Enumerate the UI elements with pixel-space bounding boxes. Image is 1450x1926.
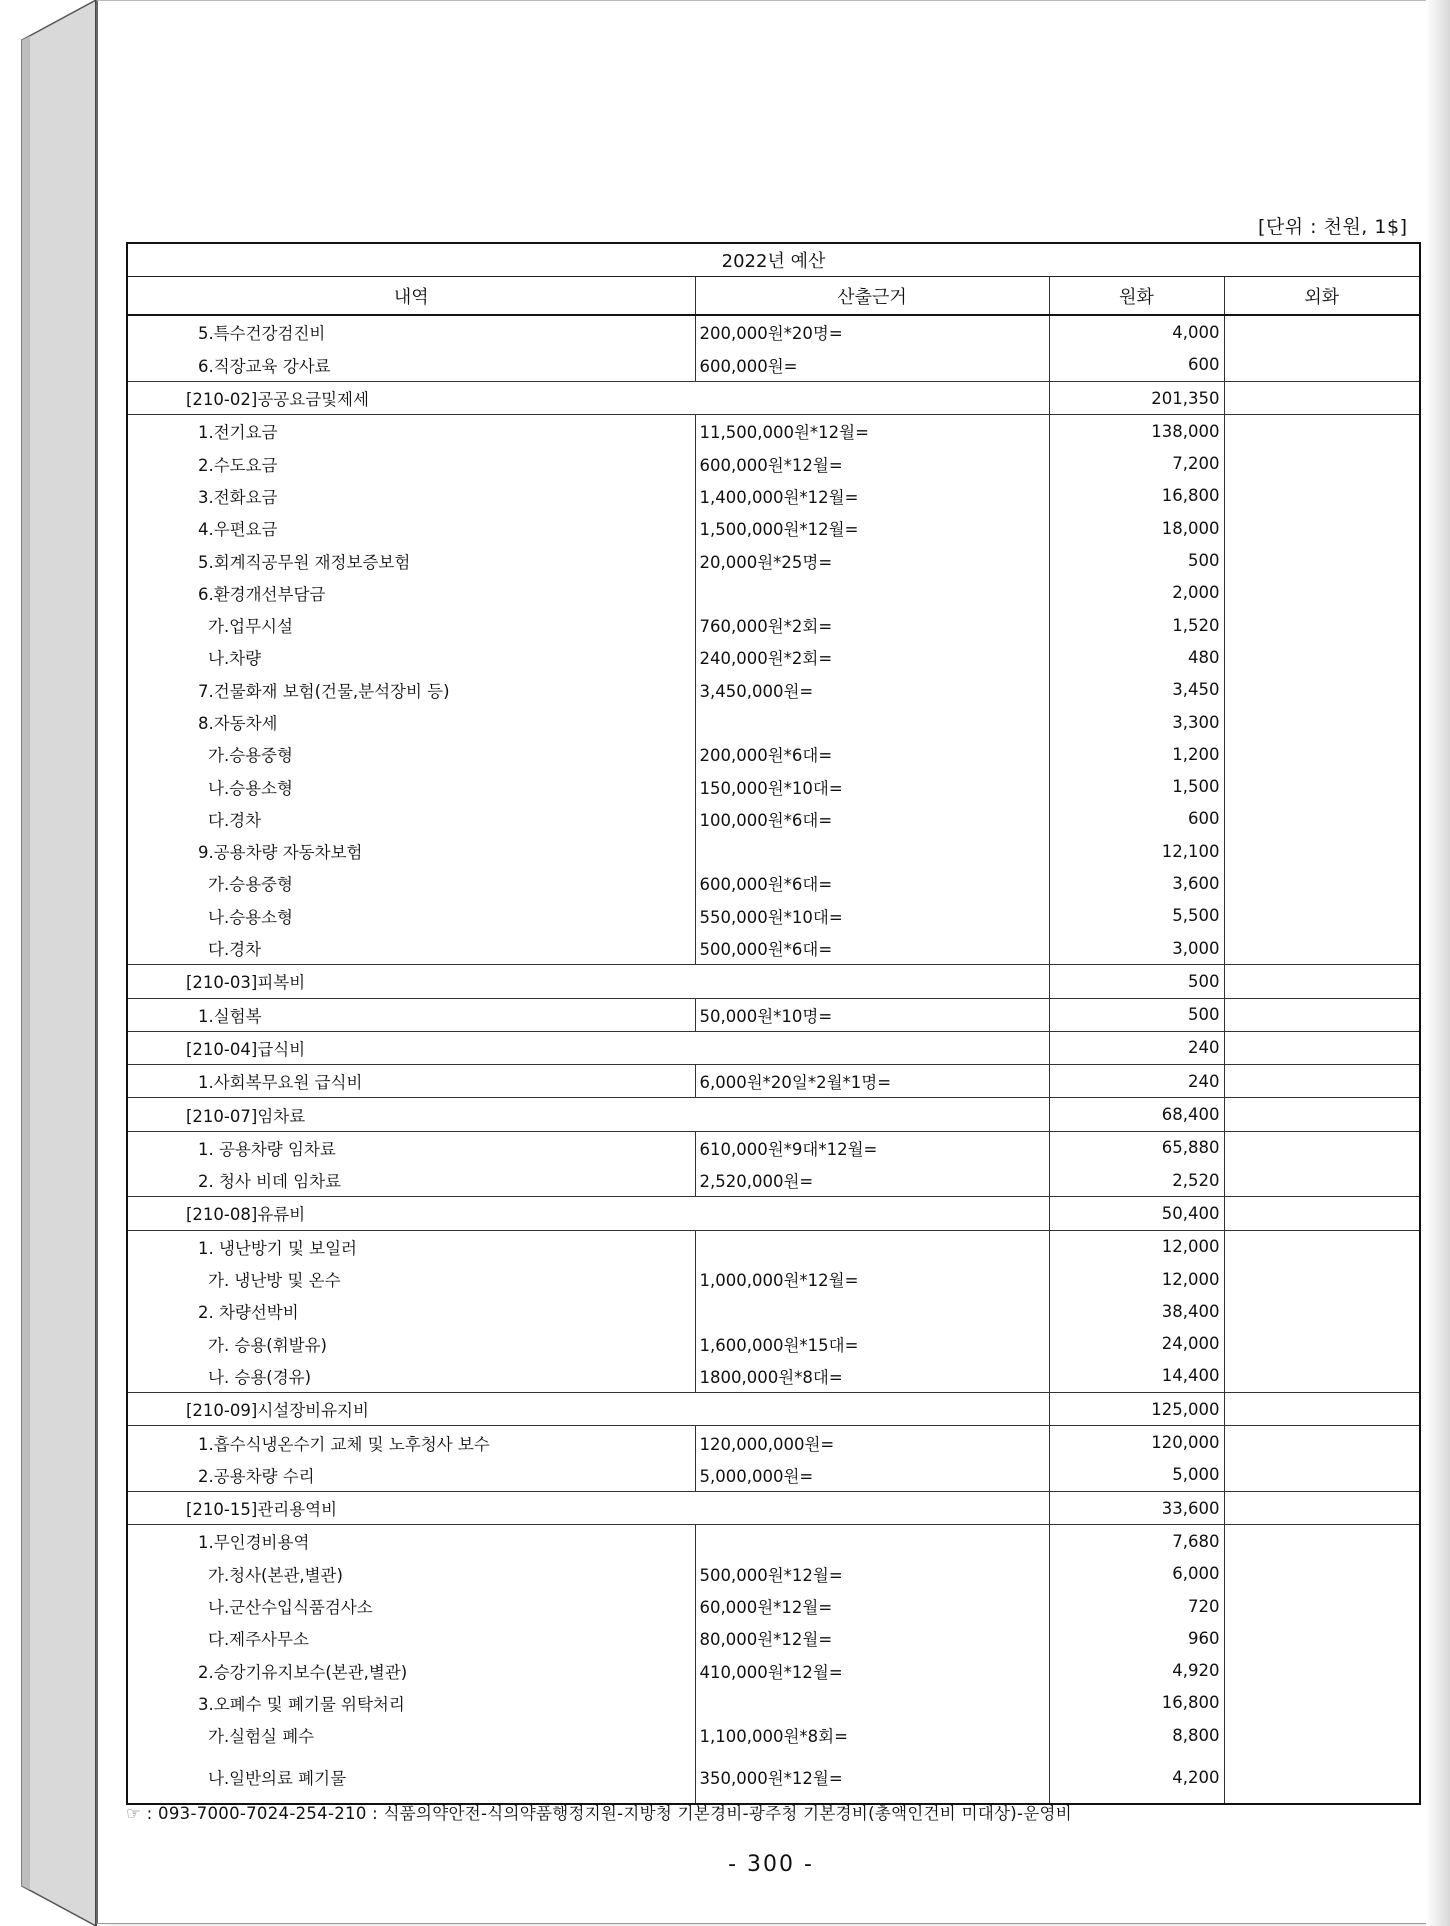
basis-cell: 200,000원*20명=: [695, 315, 1049, 348]
foreign-amount-cell: [1224, 1295, 1420, 1327]
basis-cell: [695, 1197, 1049, 1230]
item-label-cell: 1.실험복: [127, 998, 695, 1031]
basis-cell: [695, 965, 1049, 998]
foreign-amount-cell: [1224, 315, 1420, 348]
item-label-cell: [210-08]유류비: [127, 1197, 695, 1230]
table-row: [127, 1622, 1420, 1654]
krw-amount-cell: 500: [1049, 998, 1224, 1031]
foreign-amount-cell: [1224, 1687, 1420, 1719]
foreign-amount-cell: [1224, 1328, 1420, 1360]
item-label-cell: 7.건물화재 보험(건물,분석장비 등): [127, 674, 695, 706]
krw-amount-cell: 2,520: [1049, 1164, 1224, 1197]
krw-amount-cell: 7,200: [1049, 447, 1224, 479]
table-row: [127, 1590, 1420, 1622]
krw-amount-cell: 6,000: [1049, 1558, 1224, 1590]
basis-cell: 120,000,000원=: [695, 1426, 1049, 1459]
table-row: [127, 1263, 1420, 1295]
item-label-cell: 1. 공용차량 임차료: [127, 1131, 695, 1164]
foreign-amount-cell: [1224, 1065, 1420, 1098]
table-row: [127, 674, 1420, 706]
foreign-amount-cell: [1224, 1654, 1420, 1686]
category-row: [127, 1098, 1420, 1131]
basis-cell: 60,000원*12월=: [695, 1590, 1049, 1622]
basis-cell: 240,000원*2회=: [695, 641, 1049, 673]
table-row: [127, 609, 1420, 641]
item-label-cell: [210-03]피복비: [127, 965, 695, 998]
item-label-cell: 다.경차: [127, 803, 695, 835]
category-row: [127, 1491, 1420, 1524]
table-row: [127, 1328, 1420, 1360]
table-row: [127, 1131, 1420, 1164]
krw-amount-cell: 12,000: [1049, 1230, 1224, 1263]
basis-cell: 1800,000원*8대=: [695, 1360, 1049, 1393]
item-label-cell: 3.전화요금: [127, 480, 695, 512]
basis-cell: [695, 577, 1049, 609]
krw-amount-cell: 480: [1049, 641, 1224, 673]
basis-cell: [695, 706, 1049, 738]
table-row: [127, 1687, 1420, 1719]
basis-cell: 1,600,000원*15대=: [695, 1328, 1049, 1360]
basis-cell: [695, 1031, 1049, 1064]
krw-amount-cell: 720: [1049, 1590, 1224, 1622]
krw-amount-cell: 4,200: [1049, 1751, 1224, 1804]
krw-amount-cell: 65,880: [1049, 1131, 1224, 1164]
footnote: [126, 1800, 1072, 1824]
basis-cell: 80,000원*12월=: [695, 1622, 1049, 1654]
krw-amount-cell: 14,400: [1049, 1360, 1224, 1393]
column-header-krw: 원화: [1049, 277, 1224, 316]
item-label-cell: 1.무인경비용역: [127, 1525, 695, 1558]
basis-cell: [695, 835, 1049, 867]
item-label-cell: 4.우편요금: [127, 512, 695, 544]
table-row: [127, 415, 1420, 448]
basis-cell: 1,400,000원*12월=: [695, 480, 1049, 512]
foreign-amount-cell: [1224, 674, 1420, 706]
foreign-amount-cell: [1224, 1393, 1420, 1426]
krw-amount-cell: 24,000: [1049, 1328, 1224, 1360]
page-number: - 300 -: [728, 1852, 814, 1877]
basis-cell: 200,000원*6대=: [695, 738, 1049, 770]
item-label-cell: 나.승용소형: [127, 770, 695, 802]
table-row: [127, 1654, 1420, 1686]
pointing-hand-icon: ☞: [126, 1804, 142, 1823]
basis-cell: 3,450,000원=: [695, 674, 1049, 706]
basis-cell: [695, 1687, 1049, 1719]
item-label-cell: [210-07]임차료: [127, 1098, 695, 1131]
krw-amount-cell: 3,450: [1049, 674, 1224, 706]
basis-cell: [695, 1230, 1049, 1263]
item-label-cell: 2.수도요금: [127, 447, 695, 479]
basis-cell: 11,500,000원*12월=: [695, 415, 1049, 448]
item-label-cell: 5.회계직공무원 재정보증보험: [127, 544, 695, 576]
krw-amount-cell: 201,350: [1049, 381, 1224, 414]
krw-amount-cell: 600: [1049, 349, 1224, 382]
item-label-cell: 1.전기요금: [127, 415, 695, 448]
krw-amount-cell: 4,000: [1049, 315, 1224, 348]
table-row: [127, 349, 1420, 382]
item-label-cell: 2. 청사 비데 임차료: [127, 1164, 695, 1197]
table-row: [127, 1360, 1420, 1393]
table-row: [127, 1558, 1420, 1590]
foreign-amount-cell: [1224, 447, 1420, 479]
foreign-amount-cell: [1224, 1360, 1420, 1393]
basis-cell: 150,000원*10대=: [695, 770, 1049, 802]
krw-amount-cell: 5,500: [1049, 900, 1224, 932]
item-label-cell: 가.청사(본관,별관): [127, 1558, 695, 1590]
foreign-amount-cell: [1224, 1197, 1420, 1230]
table-row: [127, 1525, 1420, 1558]
krw-amount-cell: 12,000: [1049, 1263, 1224, 1295]
foreign-amount-cell: [1224, 1558, 1420, 1590]
krw-amount-cell: 8,800: [1049, 1719, 1224, 1751]
table-row: [127, 738, 1420, 770]
basis-cell: [695, 1098, 1049, 1131]
krw-amount-cell: 5,000: [1049, 1459, 1224, 1492]
table-row: [127, 1295, 1420, 1327]
foreign-amount-cell: [1224, 965, 1420, 998]
foreign-amount-cell: [1224, 544, 1420, 576]
basis-cell: [695, 1393, 1049, 1426]
foreign-amount-cell: [1224, 1590, 1420, 1622]
krw-amount-cell: 500: [1049, 544, 1224, 576]
category-row: [127, 1031, 1420, 1064]
foreign-amount-cell: [1224, 1525, 1420, 1558]
table-row: [127, 577, 1420, 609]
krw-amount-cell: 1,520: [1049, 609, 1224, 641]
unit-label: [단위 : 천원, 1$]: [1258, 216, 1408, 238]
page-edge-shadow: [1426, 0, 1450, 1926]
foreign-amount-cell: [1224, 932, 1420, 965]
basis-cell: 5,000,000원=: [695, 1459, 1049, 1492]
basis-cell: 50,000원*10명=: [695, 998, 1049, 1031]
krw-amount-cell: 125,000: [1049, 1393, 1224, 1426]
krw-amount-cell: 240: [1049, 1065, 1224, 1098]
item-label-cell: 가.승용중형: [127, 738, 695, 770]
category-row: [127, 1393, 1420, 1426]
table-row: [127, 544, 1420, 576]
basis-cell: 6,000원*20일*2월*1명=: [695, 1065, 1049, 1098]
table-row: [127, 770, 1420, 802]
foreign-amount-cell: [1224, 1751, 1420, 1804]
item-label-cell: 2.공용차량 수리: [127, 1459, 695, 1492]
table-row: [127, 641, 1420, 673]
krw-amount-cell: 500: [1049, 965, 1224, 998]
krw-amount-cell: 18,000: [1049, 512, 1224, 544]
foreign-amount-cell: [1224, 1426, 1420, 1459]
item-label-cell: 나.승용소형: [127, 900, 695, 932]
table-row: [127, 447, 1420, 479]
basis-cell: [695, 1525, 1049, 1558]
table-row: [127, 480, 1420, 512]
krw-amount-cell: 1,200: [1049, 738, 1224, 770]
krw-amount-cell: 7,680: [1049, 1525, 1224, 1558]
krw-amount-cell: 3,000: [1049, 932, 1224, 965]
basis-cell: 760,000원*2회=: [695, 609, 1049, 641]
table-row: [127, 1751, 1420, 1804]
item-label-cell: 6.환경개선부담금: [127, 577, 695, 609]
foreign-amount-cell: [1224, 998, 1420, 1031]
item-label-cell: 다.경차: [127, 932, 695, 965]
table-row: [127, 1426, 1420, 1459]
basis-cell: 20,000원*25명=: [695, 544, 1049, 576]
basis-cell: 600,000원*6대=: [695, 867, 1049, 899]
foreign-amount-cell: [1224, 1263, 1420, 1295]
krw-amount-cell: 240: [1049, 1031, 1224, 1064]
krw-amount-cell: 12,100: [1049, 835, 1224, 867]
basis-cell: [695, 1491, 1049, 1524]
item-label-cell: 나.군산수입식품검사소: [127, 1590, 695, 1622]
table-row: [127, 1230, 1420, 1263]
item-label-cell: 1. 냉난방기 및 보일러: [127, 1230, 695, 1263]
basis-cell: 1,000,000원*12월=: [695, 1263, 1049, 1295]
foreign-amount-cell: [1224, 1719, 1420, 1751]
foreign-amount-cell: [1224, 770, 1420, 802]
table-row: [127, 1065, 1420, 1098]
krw-amount-cell: 1,500: [1049, 770, 1224, 802]
item-label-cell: 가. 승용(휘발유): [127, 1328, 695, 1360]
foreign-amount-cell: [1224, 512, 1420, 544]
krw-amount-cell: 3,300: [1049, 706, 1224, 738]
item-label-cell: [210-15]관리용역비: [127, 1491, 695, 1524]
krw-amount-cell: 2,000: [1049, 577, 1224, 609]
category-row: [127, 1197, 1420, 1230]
foreign-amount-cell: [1224, 1031, 1420, 1064]
category-row: [127, 381, 1420, 414]
foreign-amount-cell: [1224, 1098, 1420, 1131]
krw-amount-cell: 16,800: [1049, 1687, 1224, 1719]
item-label-cell: 2.승강기유지보수(본관,별관): [127, 1654, 695, 1686]
foreign-amount-cell: [1224, 1230, 1420, 1263]
item-label-cell: 다.제주사무소: [127, 1622, 695, 1654]
krw-amount-cell: 138,000: [1049, 415, 1224, 448]
foreign-amount-cell: [1224, 381, 1420, 414]
foreign-amount-cell: [1224, 1491, 1420, 1524]
item-label-cell: 1.사회복무요원 급식비: [127, 1065, 695, 1098]
basis-cell: [695, 381, 1049, 414]
basis-cell: 410,000원*12월=: [695, 1654, 1049, 1686]
item-label-cell: 2. 차량선박비: [127, 1295, 695, 1327]
table-row: [127, 998, 1420, 1031]
item-label-cell: 나.일반의료 폐기물: [127, 1751, 695, 1804]
table-row: [127, 867, 1420, 899]
budget-table-body: [127, 315, 1420, 1804]
column-header-foreign: 외화: [1224, 277, 1420, 316]
foreign-amount-cell: [1224, 900, 1420, 932]
krw-amount-cell: 50,400: [1049, 1197, 1224, 1230]
item-label-cell: 5.특수건강검진비: [127, 315, 695, 348]
krw-amount-cell: 3,600: [1049, 867, 1224, 899]
basis-cell: 1,500,000원*12월=: [695, 512, 1049, 544]
foreign-amount-cell: [1224, 480, 1420, 512]
item-label-cell: [210-04]급식비: [127, 1031, 695, 1064]
year-header: 2022년 예산: [127, 243, 1420, 277]
foreign-amount-cell: [1224, 1459, 1420, 1492]
foreign-amount-cell: [1224, 577, 1420, 609]
table-row: [127, 803, 1420, 835]
krw-amount-cell: 38,400: [1049, 1295, 1224, 1327]
table-row: [127, 932, 1420, 965]
item-label-cell: 1.흡수식냉온수기 교체 및 노후청사 보수: [127, 1426, 695, 1459]
basis-cell: 600,000원*12월=: [695, 447, 1049, 479]
foreign-amount-cell: [1224, 415, 1420, 448]
foreign-amount-cell: [1224, 803, 1420, 835]
basis-cell: 100,000원*6대=: [695, 803, 1049, 835]
basis-cell: 500,000원*6대=: [695, 932, 1049, 965]
item-label-cell: 나. 승용(경유): [127, 1360, 695, 1393]
footnote-text: : 093-7000-7024-254-210 : 식품의약안전-식의약품행정지원-지방청 기본경비-광주청 기본경비(총액인건비 미대상)-운영비: [146, 1804, 1073, 1823]
item-label-cell: 나.차량: [127, 641, 695, 673]
table-row: [127, 900, 1420, 932]
basis-cell: 1,100,000원*8회=: [695, 1719, 1049, 1751]
krw-amount-cell: 600: [1049, 803, 1224, 835]
basis-cell: 350,000원*12월=: [695, 1751, 1049, 1804]
budget-table: [126, 242, 1421, 1805]
item-label-cell: [210-09]시설장비유지비: [127, 1393, 695, 1426]
foreign-amount-cell: [1224, 349, 1420, 382]
category-row: [127, 965, 1420, 998]
table-row: [127, 1719, 1420, 1751]
table-row: [127, 1459, 1420, 1492]
krw-amount-cell: 120,000: [1049, 1426, 1224, 1459]
foreign-amount-cell: [1224, 867, 1420, 899]
binder-spine: [0, 0, 98, 1926]
basis-cell: 550,000원*10대=: [695, 900, 1049, 932]
item-label-cell: 8.자동차세: [127, 706, 695, 738]
item-label-cell: 가.승용중형: [127, 867, 695, 899]
krw-amount-cell: 960: [1049, 1622, 1224, 1654]
krw-amount-cell: 33,600: [1049, 1491, 1224, 1524]
table-row: [127, 315, 1420, 348]
foreign-amount-cell: [1224, 609, 1420, 641]
item-label-cell: 3.오폐수 및 폐기물 위탁처리: [127, 1687, 695, 1719]
table-row: [127, 835, 1420, 867]
item-label-cell: 가.업무시설: [127, 609, 695, 641]
krw-amount-cell: 16,800: [1049, 480, 1224, 512]
basis-cell: [695, 1295, 1049, 1327]
krw-amount-cell: 68,400: [1049, 1098, 1224, 1131]
item-label-cell: 가. 냉난방 및 온수: [127, 1263, 695, 1295]
item-label-cell: 가.실험실 폐수: [127, 1719, 695, 1751]
foreign-amount-cell: [1224, 1164, 1420, 1197]
foreign-amount-cell: [1224, 835, 1420, 867]
basis-cell: 610,000원*9대*12월=: [695, 1131, 1049, 1164]
foreign-amount-cell: [1224, 1622, 1420, 1654]
column-header-row: [127, 277, 1420, 316]
foreign-amount-cell: [1224, 738, 1420, 770]
column-header-item: 내역: [127, 277, 695, 316]
table-row: [127, 1164, 1420, 1197]
item-label-cell: [210-02]공공요금및제세: [127, 381, 695, 414]
table-row: [127, 512, 1420, 544]
item-label-cell: 6.직장교육 강사료: [127, 349, 695, 382]
basis-cell: 2,520,000원=: [695, 1164, 1049, 1197]
table-row: [127, 706, 1420, 738]
foreign-amount-cell: [1224, 641, 1420, 673]
basis-cell: 500,000원*12월=: [695, 1558, 1049, 1590]
basis-cell: 600,000원=: [695, 349, 1049, 382]
foreign-amount-cell: [1224, 706, 1420, 738]
item-label-cell: 9.공용차량 자동차보험: [127, 835, 695, 867]
column-header-basis: 산출근거: [695, 277, 1049, 316]
foreign-amount-cell: [1224, 1131, 1420, 1164]
krw-amount-cell: 4,920: [1049, 1654, 1224, 1686]
